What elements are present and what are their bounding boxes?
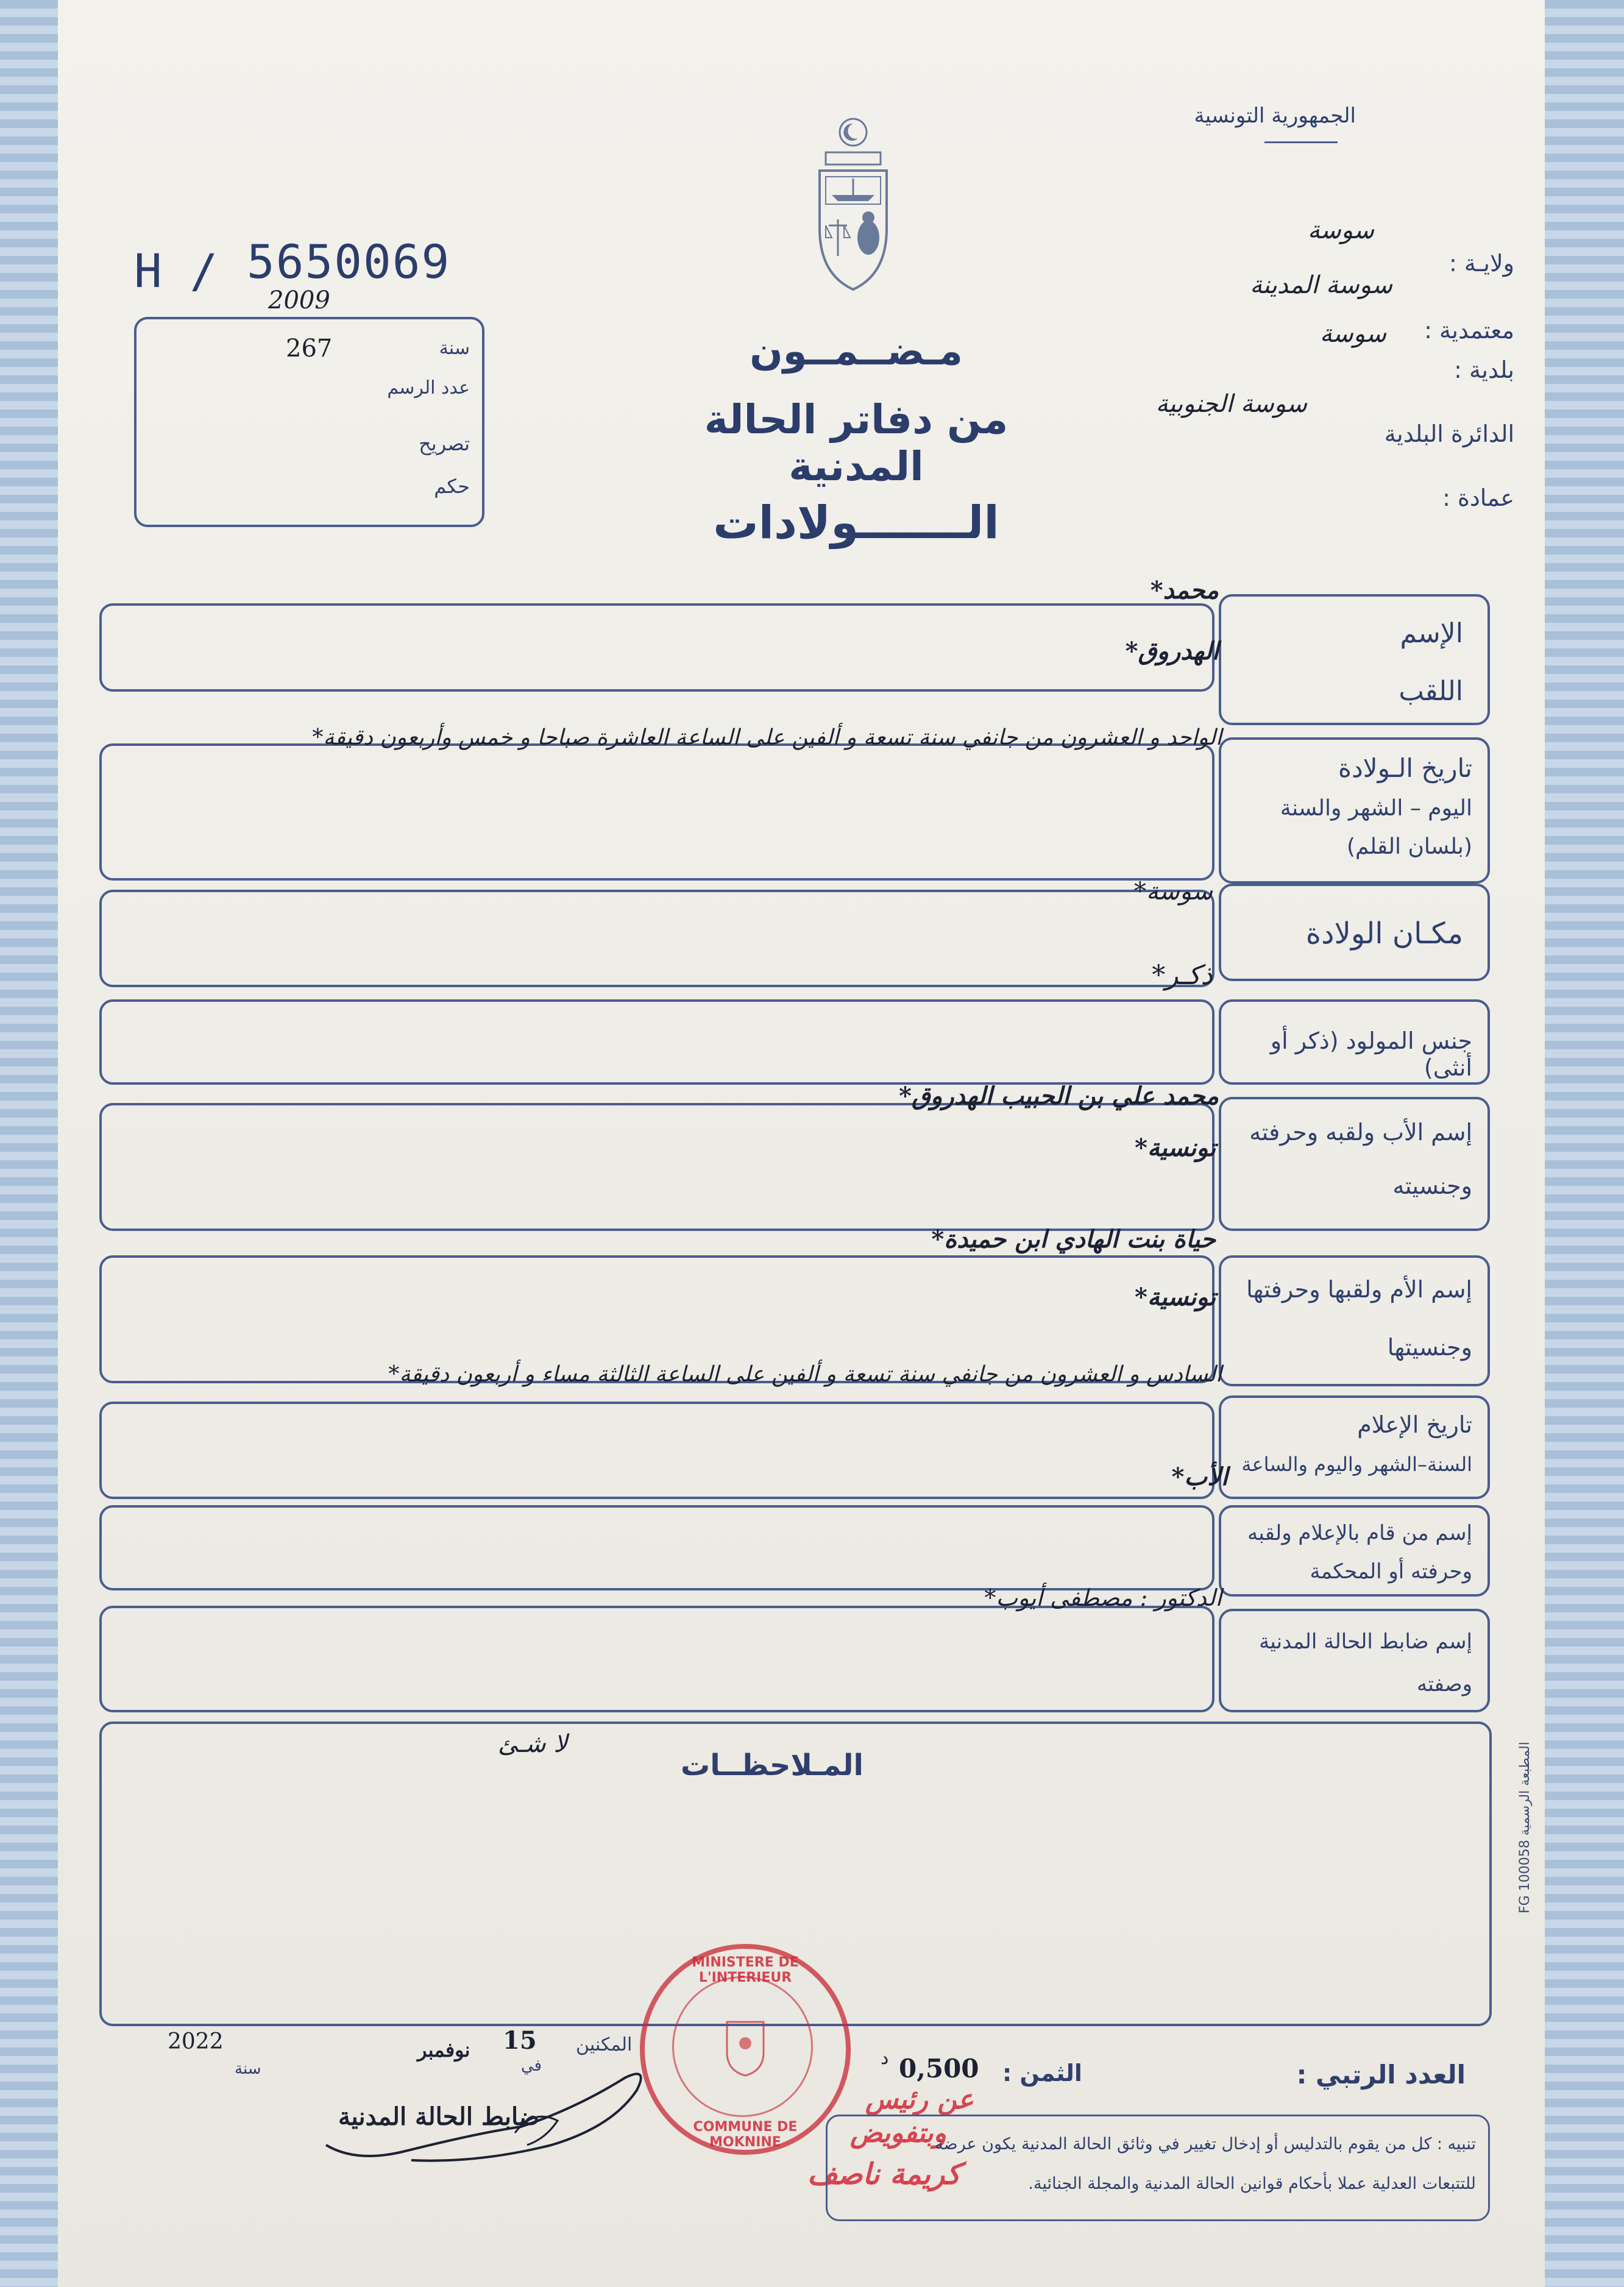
label-sex: جنس المولود (ذكر أو أنثى) (1270, 1027, 1472, 1081)
field-value-box-birthplace (99, 890, 1214, 987)
label-mother-nationality: وجنسيتها (1387, 1334, 1472, 1361)
section-title: الـــــــولادات (713, 497, 999, 549)
price-label: الثمن : (1002, 2060, 1082, 2087)
label-birthdate: تاريخ الـولادة (1338, 753, 1472, 783)
date-month: نوفمبر (417, 2038, 470, 2062)
label-mother: إسم الأم ولقبها وحرفتها (1246, 1276, 1472, 1303)
baladiya-value: سوسة (1319, 320, 1386, 348)
label-surname: اللقب (1399, 676, 1463, 707)
label-declarant: إسم من قام بالإعلام ولقبه (1247, 1521, 1472, 1545)
price-value: 0,500 (899, 2054, 979, 2083)
serial-number-label: العدد الرتبي : (1296, 2060, 1466, 2090)
officer-signature-label: ضابط الحالة المدنية (338, 2102, 540, 2131)
field-label-box-birthdate (1219, 737, 1490, 884)
field-label-box-officer (1219, 1609, 1490, 1712)
label-name: الإسم (1400, 618, 1463, 649)
value-surname: الهدروق* (1125, 637, 1219, 665)
registry-box (134, 317, 484, 527)
field-label-box-mother (1219, 1255, 1490, 1386)
stamp-bottom-text: COMMUNE DE MOKNINE (693, 2119, 798, 2150)
label-birthdate-words: (بلسان القلم) (1346, 834, 1472, 859)
remarks-label: المـلاحظــات (681, 1748, 863, 1782)
field-label-box-birthplace (1219, 884, 1490, 981)
republic-label: الجمهورية التونسية (1194, 104, 1356, 128)
value-declarant: الأب* (1171, 1463, 1228, 1491)
date-year-label: سنة (235, 2060, 261, 2078)
value-mother: حياة بنت الهادي ابن حميدة* (931, 1225, 1216, 1253)
registry-judgment-label: حكم (434, 475, 470, 498)
value-father-nationality: تونسية* (1134, 1133, 1216, 1162)
value-birthplace: سوسة* (1133, 878, 1213, 906)
year-top: 2009 (268, 286, 330, 314)
value-sex: ذكـر* (1152, 960, 1213, 991)
value-mother-nationality: تونسية* (1134, 1283, 1216, 1311)
title-line1: مـضــمــون (750, 329, 963, 374)
field-value-box-father (99, 1103, 1214, 1231)
field-label-box-sex (1219, 999, 1490, 1085)
stamp-emblem-icon (724, 2016, 767, 2077)
label-officer-title: وصفته (1417, 1672, 1472, 1697)
wilaya-value: سوسة (1307, 216, 1374, 244)
notice-box (826, 2115, 1490, 2221)
tunisia-coat-of-arms-icon (807, 113, 899, 296)
field-value-box-declaration (99, 1402, 1214, 1499)
decorative-right-border (1545, 0, 1624, 2287)
field-label-box-father (1219, 1097, 1490, 1231)
value-father: محمد علي بن الحبيب الهدروق* (899, 1082, 1219, 1110)
field-label-box-declaration (1219, 1395, 1490, 1499)
baladiya-label: بلدية : (1454, 356, 1514, 383)
label-father: إسم الأب ولقبه وحرفته (1249, 1119, 1472, 1146)
date-year: 2022 (168, 2029, 224, 2054)
title-line2: من دفاتر الحالة المدنية (704, 396, 1009, 490)
delegation-line3: كريمة ناصف (807, 2157, 961, 2191)
field-label-box-name (1219, 594, 1490, 725)
registry-number-value: 267 (286, 335, 333, 363)
label-officer: إسم ضابط الحالة المدنية (1259, 1629, 1472, 1654)
label-declaration-date: تاريخ الإعلام (1357, 1411, 1472, 1438)
value-officer: الدكتور : مصطفى أيوب* (984, 1584, 1222, 1611)
delegation-line1: عن رئيس (865, 2084, 974, 2115)
price-unit: د (881, 2048, 889, 2069)
registry-number-label: عدد الرسم (387, 377, 470, 399)
label-father-nationality: وجنسيته (1392, 1172, 1472, 1199)
field-value-box-name (99, 603, 1214, 692)
field-value-box-officer (99, 1606, 1214, 1712)
value-declaration-date: السادس و العشرون من جانفي سنة تسعة و ألفين على الساعة الثالثة مساء و أربعون دقيقة* (388, 1362, 1222, 1387)
registry-declaration-label: تصريح (419, 432, 470, 455)
motamadiya-label: معتمدية : (1424, 317, 1514, 344)
printer-mark: المطبعة الرسمية 100058 FG (1517, 1742, 1533, 1913)
daira-value: سوسة الجنوبية (1155, 390, 1307, 418)
daira-label: الدائرة البلدية (1384, 420, 1514, 447)
registry-year-label: سنة (439, 338, 470, 359)
notice-line1: تنبيه : كل من يقوم بالتدليس أو إدخال تغيير في وثائق الحالة المدنية يكون عرضة (935, 2135, 1476, 2154)
label-birthplace: مكـان الولادة (1305, 917, 1463, 951)
republic-underline (1264, 141, 1338, 143)
label-birthdate-format: اليوم – الشهر والسنة (1280, 796, 1472, 821)
field-value-box-birthdate (99, 743, 1214, 881)
decorative-left-border (0, 0, 67, 2287)
notice-line2: للتتبعات العدلية عملا بأحكام قوانين الحالة المدنية والمجلة الجنائية. (1028, 2174, 1476, 2193)
in-label: في (521, 2057, 542, 2075)
stamp-outer-text: MINISTERE DE L'INTERIEUR (692, 1955, 799, 1985)
label-declarant-occupation: وحرفته أو المحكمة (1310, 1559, 1472, 1584)
value-name: محمد* (1150, 576, 1219, 605)
document-paper (58, 0, 1545, 2287)
field-value-box-declarant (99, 1505, 1214, 1590)
value-birthdate: الواحد و العشرون من جانفي سنة تسعة و ألفين على الساعة العاشرة صباحا و خمس وأربعون دقيقة* (312, 725, 1222, 750)
field-value-box-sex (99, 999, 1214, 1085)
label-declaration-format: السنة–الشهر واليوم والساعة (1241, 1453, 1472, 1476)
doc-number: 5650069 (247, 235, 451, 289)
official-stamp (640, 1944, 851, 2155)
field-label-box-declarant (1219, 1505, 1490, 1597)
motamadiya-value: سوسة المدينة (1250, 271, 1392, 299)
delegation-line2: وبتفويض (850, 2118, 946, 2149)
date-day: 15 (503, 2026, 537, 2055)
place-label: المكنين (576, 2034, 633, 2055)
doc-number-prefix: H / (134, 244, 218, 298)
wilaya-label: ولايـة : (1449, 250, 1514, 277)
remarks-value: لا شـئ (498, 1730, 568, 1758)
imada-label: عمادة : (1442, 484, 1514, 511)
